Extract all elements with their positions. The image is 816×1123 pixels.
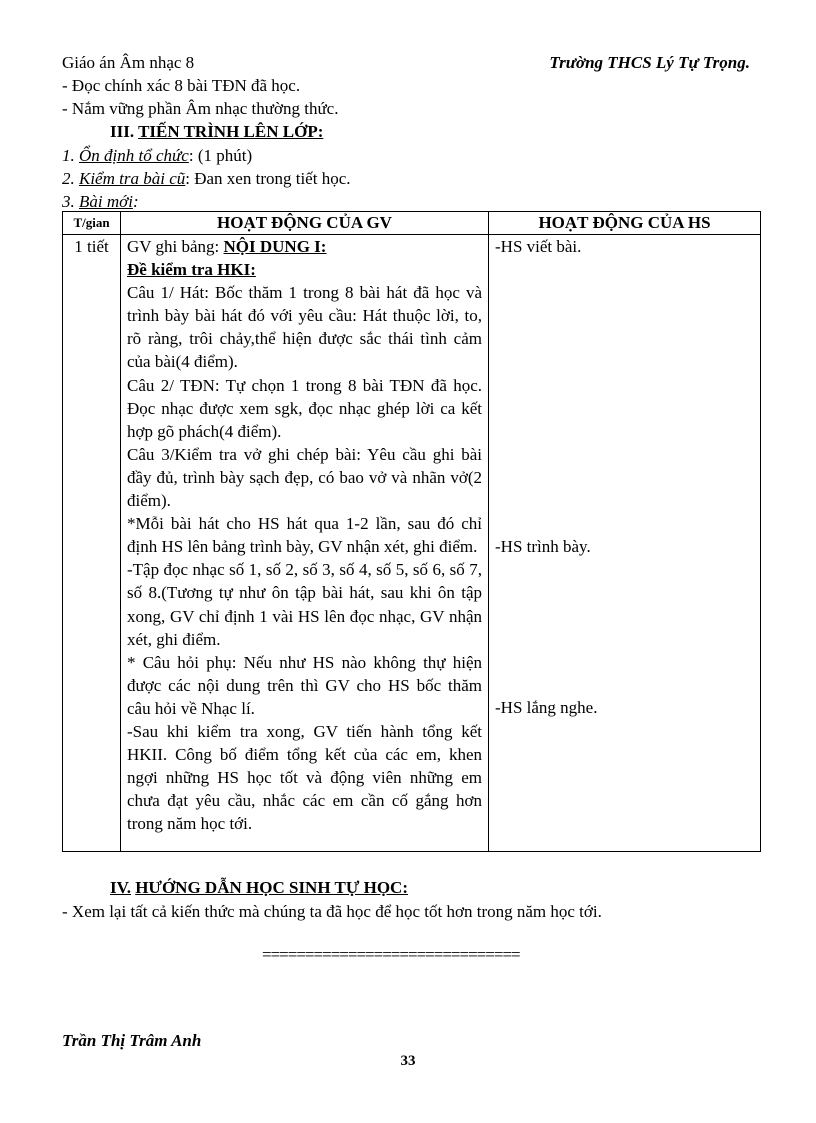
separator-line: ============================== [262,945,520,964]
time-cell: 1 tiết [63,235,121,852]
gv-intro: GV ghi bảng: [127,237,224,256]
step-1-number: 1. [62,146,75,165]
header-subject: Giáo án Âm nhạc 8 [62,53,195,72]
student-activity-cell [489,235,761,852]
step-3 [62,192,139,212]
step-2-number: 2. [62,169,75,188]
step-1 [62,146,252,166]
section-3-heading [110,122,323,142]
step-1-text: : (1 phút) [188,146,253,165]
question-2: Câu 2/ TĐN: Tự chọn 1 trong 8 bài TĐN đã học. Đọc nhạc được xem sgk, đọc nhạc ghép lời ca kết hợp gõ phách(4 điểm). [127,375,482,441]
step-2-text: : Đan xen trong tiết học. [185,169,351,188]
step-1-label: Ổn định tổ chức [79,146,189,165]
extra-question: * Câu hỏi phụ: Nếu như HS nào không thự hiện được các nội dung trên thì GV cho HS bốc thăm câu hỏi về Nhạc lí. [127,652,482,718]
step-2-label: Kiểm tra bài cũ [79,169,186,188]
sight-reading-instruction: -Tập đọc nhạc số 1, số 2, số 3, số 4, số 5, số 6, số 7, số 8.(Tương tự như ôn tập bài hát, sau khi ôn tập xong, GV chỉ định 1 vài HS lên đọc nhạc, GV nhận xét, ghi điểm. [127,560,482,649]
hs-present: -HS trình bày. [495,537,591,556]
exam-title: Đề kiểm tra HKI: [127,260,256,280]
question-1: Câu 1/ Hát: Bốc thăm 1 trong 8 bài hát đã học và trình bày bài hát đó với yêu cầu: Hát thuộc lời, to, rõ ràng, trôi chảy,thể hiện được sắc thái tình cảm của bài(4 điểm). [127,283,482,372]
step-2 [62,169,351,189]
summary-paragraph: -Sau khi kiểm tra xong, GV tiến hành tổng kết HKII. Công bố điểm tổng kết của các em, khen ngợi những HS học tốt và động viên những em chưa đạt yêu cầu, nhắc các em cần cố gắng hơn trong năm học tới. [127,721,482,834]
table-header-row [63,212,761,235]
content-label: NỘI DUNG I: [223,237,327,256]
hs-listen: -HS lắng nghe. [495,698,598,717]
page-number: 33 [400,1053,416,1069]
section-4-number: IV. [110,878,131,897]
section-4-title: HƯỚNG DẪN HỌC SINH TỰ HỌC: [135,878,408,897]
header-time: T/gian [63,212,121,235]
section-3-title: TIẾN TRÌNH LÊN LỚP: [138,122,324,141]
intro-line-1: - Đọc chính xác 8 bài TĐN đã học. [62,76,301,95]
step-3-number: 3. [62,192,75,211]
self-study-line: - Xem lại tất cả kiến thức mà chúng ta đã học để học tốt hơn trong năm học tới. [62,902,602,921]
lesson-activity-table [62,211,761,852]
header-school: Trường THCS Lý Tự Trọng. [549,53,750,72]
section-3-number: III. [110,122,135,141]
hs-write: -HS viết bài. [495,237,582,256]
teacher-activity-cell [121,235,489,852]
singing-instruction: *Mỗi bài hát cho HS hát qua 1-2 lần, sau đó chỉ định HS lên bảng trình bày, GV nhận xét, ghi điểm. [127,514,482,557]
intro-line-2: - Nắm vững phần Âm nhạc thường thức. [62,99,339,118]
question-3: Câu 3/Kiểm tra vở ghi chép bài: Yêu cầu ghi bài đầy đủ, trình bày sạch đẹp, có bao vở và nhãn vở(2 điểm). [127,444,482,511]
step-3-label: Bài mới [79,192,133,211]
table-row [63,235,761,852]
step-3-text: : [132,192,139,211]
section-4-heading [110,878,408,898]
footer-author: Trần Thị Trâm Anh [62,1031,202,1050]
header-student-activity: HOẠT ĐỘNG CỦA HS [489,212,761,235]
header-teacher-activity: HOẠT ĐỘNG CỦA GV [121,212,489,235]
gv-intro-line [127,235,482,258]
